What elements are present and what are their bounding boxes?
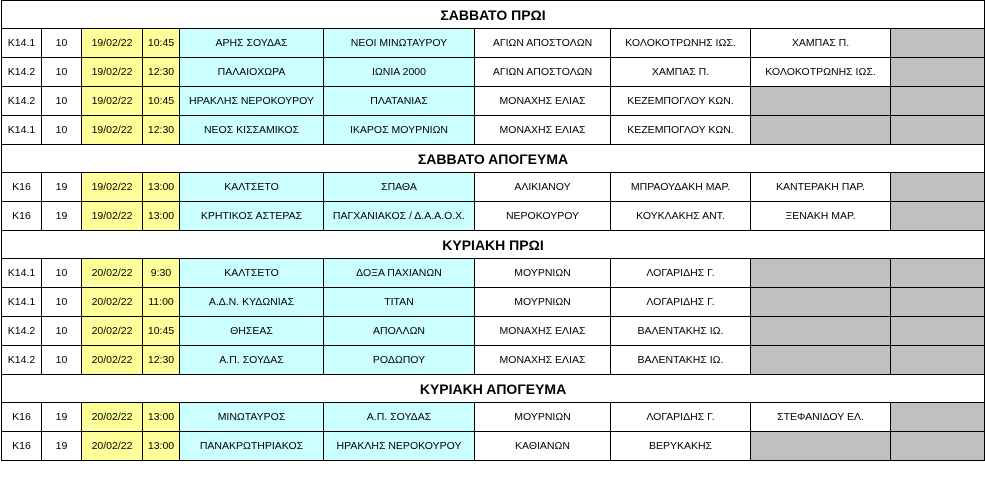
time-cell: 13:00 <box>143 403 180 432</box>
table-row <box>2 403 985 432</box>
home-team-cell: ΚΡΗΤΙΚΟΣ ΑΣΤΕΡΑΣ <box>180 202 324 231</box>
date-cell: 19/02/22 <box>82 29 143 58</box>
table-row <box>2 29 985 58</box>
away-team-cell: Α.Π. ΣΟΥΔΑΣ <box>324 403 475 432</box>
away-team-cell: ΡΟΔΩΠΟΥ <box>324 346 475 375</box>
venue-cell: ΜΟΥΡΝΙΩΝ <box>475 403 611 432</box>
referee-2-cell: ΚΑΝΤΕΡΑΚΗ ΠΑΡ. <box>751 173 891 202</box>
round-cell: 10 <box>42 346 82 375</box>
round-cell: 19 <box>42 432 82 461</box>
round-cell: 10 <box>42 317 82 346</box>
empty-cell <box>891 87 985 116</box>
empty-cell <box>891 116 985 145</box>
category-cell: K14.2 <box>2 346 42 375</box>
venue-cell: ΜΟΝΑΧΗΣ ΕΛΙΑΣ <box>475 317 611 346</box>
table-row <box>2 346 985 375</box>
venue-cell: ΜΟΝΑΧΗΣ ΕΛΙΑΣ <box>475 346 611 375</box>
empty-cell <box>891 432 985 461</box>
schedule-table <box>1 0 985 461</box>
away-team-cell: ΑΠΟΛΛΩΝ <box>324 317 475 346</box>
away-team-cell: ΤΙΤΑΝ <box>324 288 475 317</box>
venue-cell: ΑΓΙΩΝ ΑΠΟΣΤΟΛΩΝ <box>475 58 611 87</box>
empty-cell <box>891 288 985 317</box>
round-cell: 10 <box>42 87 82 116</box>
venue-cell: ΜΟΥΡΝΙΩΝ <box>475 259 611 288</box>
table-row <box>2 288 985 317</box>
referee-2-cell <box>751 346 891 375</box>
empty-cell <box>891 346 985 375</box>
date-cell: 20/02/22 <box>82 317 143 346</box>
round-cell: 10 <box>42 58 82 87</box>
date-cell: 19/02/22 <box>82 202 143 231</box>
referee-2-cell: ΧΑΜΠΑΣ Π. <box>751 29 891 58</box>
time-cell: 10:45 <box>143 317 180 346</box>
venue-cell: ΜΟΥΡΝΙΩΝ <box>475 288 611 317</box>
date-cell: 20/02/22 <box>82 432 143 461</box>
category-cell: K14.1 <box>2 259 42 288</box>
venue-cell: ΚΑΘΙΑΝΩΝ <box>475 432 611 461</box>
date-cell: 20/02/22 <box>82 259 143 288</box>
time-cell: 13:00 <box>143 432 180 461</box>
time-cell: 9:30 <box>143 259 180 288</box>
table-row <box>2 317 985 346</box>
home-team-cell: Α.Δ.Ν. ΚΥΔΩΝΙΑΣ <box>180 288 324 317</box>
round-cell: 10 <box>42 29 82 58</box>
referee-2-cell <box>751 317 891 346</box>
time-cell: 13:00 <box>143 202 180 231</box>
empty-cell <box>891 259 985 288</box>
away-team-cell: ΣΠΑΘΑ <box>324 173 475 202</box>
table-row <box>2 87 985 116</box>
home-team-cell: ΝΕΟΣ ΚΙΣΣΑΜΙΚΟΣ <box>180 116 324 145</box>
section-header-row <box>2 375 985 403</box>
table-row <box>2 202 985 231</box>
referee-2-cell: ΣΤΕΦΑΝΙΔΟΥ ΕΛ. <box>751 403 891 432</box>
referee-2-cell <box>751 87 891 116</box>
away-team-cell: ΙΩΝΙΑ 2000 <box>324 58 475 87</box>
empty-cell <box>891 29 985 58</box>
home-team-cell: ΠΑΝΑΚΡΩΤΗΡΙΑΚΟΣ <box>180 432 324 461</box>
category-cell: K14.2 <box>2 58 42 87</box>
time-cell: 10:45 <box>143 87 180 116</box>
section-title: ΣΑΒΒΑΤΟ ΠΡΩΙ <box>2 1 985 29</box>
venue-cell: ΜΟΝΑΧΗΣ ΕΛΙΑΣ <box>475 87 611 116</box>
empty-cell <box>891 317 985 346</box>
venue-cell: ΝΕΡΟΚΟΥΡΟΥ <box>475 202 611 231</box>
date-cell: 19/02/22 <box>82 87 143 116</box>
date-cell: 19/02/22 <box>82 58 143 87</box>
referee-1-cell: ΛΟΓΑΡΙΔΗΣ Γ. <box>611 288 751 317</box>
time-cell: 12:30 <box>143 116 180 145</box>
table-row <box>2 58 985 87</box>
date-cell: 19/02/22 <box>82 116 143 145</box>
home-team-cell: ΘΗΣΕΑΣ <box>180 317 324 346</box>
home-team-cell: ΜΙΝΩΤΑΥΡΟΣ <box>180 403 324 432</box>
time-cell: 12:30 <box>143 346 180 375</box>
away-team-cell: ΔΟΞΑ ΠΑΧΙΑΝΩΝ <box>324 259 475 288</box>
round-cell: 10 <box>42 288 82 317</box>
category-cell: K16 <box>2 403 42 432</box>
referee-2-cell: ΚΟΛΟΚΟΤΡΩΝΗΣ ΙΩΣ. <box>751 58 891 87</box>
date-cell: 19/02/22 <box>82 173 143 202</box>
category-cell: K16 <box>2 202 42 231</box>
referee-1-cell: ΚΕΖΕΜΠΟΓΛΟΥ ΚΩΝ. <box>611 116 751 145</box>
referee-1-cell: ΚΟΥΚΛΑΚΗΣ ΑΝΤ. <box>611 202 751 231</box>
empty-cell <box>891 58 985 87</box>
home-team-cell: ΠΑΛΑΙΟΧΩΡΑ <box>180 58 324 87</box>
away-team-cell: ΗΡΑΚΛΗΣ ΝΕΡΟΚΟΥΡΟΥ <box>324 432 475 461</box>
category-cell: K16 <box>2 173 42 202</box>
date-cell: 20/02/22 <box>82 288 143 317</box>
time-cell: 13:00 <box>143 173 180 202</box>
referee-1-cell: ΚΕΖΕΜΠΟΓΛΟΥ ΚΩΝ. <box>611 87 751 116</box>
referee-2-cell <box>751 259 891 288</box>
date-cell: 20/02/22 <box>82 346 143 375</box>
section-title: ΚΥΡΙΑΚΗ ΠΡΩΙ <box>2 231 985 259</box>
category-cell: K14.1 <box>2 29 42 58</box>
referee-1-cell: ΚΟΛΟΚΟΤΡΩΝΗΣ ΙΩΣ. <box>611 29 751 58</box>
time-cell: 11:00 <box>143 288 180 317</box>
venue-cell: ΜΟΝΑΧΗΣ ΕΛΙΑΣ <box>475 116 611 145</box>
referee-1-cell: ΒΑΛΕΝΤΑΚΗΣ ΙΩ. <box>611 317 751 346</box>
date-cell: 20/02/22 <box>82 403 143 432</box>
empty-cell <box>891 403 985 432</box>
table-row <box>2 432 985 461</box>
away-team-cell: ΠΛΑΤΑΝΙΑΣ <box>324 87 475 116</box>
referee-1-cell: ΛΟΓΑΡΙΔΗΣ Γ. <box>611 403 751 432</box>
home-team-cell: Α.Π. ΣΟΥΔΑΣ <box>180 346 324 375</box>
category-cell: K14.2 <box>2 317 42 346</box>
empty-cell <box>891 202 985 231</box>
time-cell: 12:30 <box>143 58 180 87</box>
category-cell: K14.1 <box>2 288 42 317</box>
round-cell: 19 <box>42 173 82 202</box>
home-team-cell: ΚΑΛΤΣΕΤΟ <box>180 173 324 202</box>
section-title: ΣΑΒΒΑΤΟ ΑΠΟΓΕΥΜΑ <box>2 145 985 173</box>
referee-2-cell <box>751 432 891 461</box>
time-cell: 10:45 <box>143 29 180 58</box>
referee-1-cell: ΛΟΓΑΡΙΔΗΣ Γ. <box>611 259 751 288</box>
away-team-cell: ΙΚΑΡΟΣ ΜΟΥΡΝΙΩΝ <box>324 116 475 145</box>
referee-2-cell: ΞΕΝΑΚΗ ΜΑΡ. <box>751 202 891 231</box>
away-team-cell: ΝΕΟΙ ΜΙΝΩΤΑΥΡΟΥ <box>324 29 475 58</box>
referee-1-cell: ΜΠΡΑΟΥΔΑΚΗ ΜΑΡ. <box>611 173 751 202</box>
home-team-cell: ΗΡΑΚΛΗΣ ΝΕΡΟΚΟΥΡΟΥ <box>180 87 324 116</box>
round-cell: 10 <box>42 116 82 145</box>
section-header-row <box>2 145 985 173</box>
empty-cell <box>891 173 985 202</box>
round-cell: 10 <box>42 259 82 288</box>
section-header-row <box>2 1 985 29</box>
home-team-cell: ΚΑΛΤΣΕΤΟ <box>180 259 324 288</box>
referee-2-cell <box>751 116 891 145</box>
section-title: ΚΥΡΙΑΚΗ ΑΠΟΓΕΥΜΑ <box>2 375 985 403</box>
round-cell: 19 <box>42 403 82 432</box>
venue-cell: ΑΓΙΩΝ ΑΠΟΣΤΟΛΩΝ <box>475 29 611 58</box>
home-team-cell: ΑΡΗΣ ΣΟΥΔΑΣ <box>180 29 324 58</box>
referee-1-cell: ΧΑΜΠΑΣ Π. <box>611 58 751 87</box>
referee-2-cell <box>751 288 891 317</box>
category-cell: K14.2 <box>2 87 42 116</box>
venue-cell: ΑΛΙΚΙΑΝΟΥ <box>475 173 611 202</box>
round-cell: 19 <box>42 202 82 231</box>
referee-1-cell: ΒΕΡΥΚΑΚΗΣ <box>611 432 751 461</box>
table-row <box>2 259 985 288</box>
away-team-cell: ΠΑΓΧΑΝΙΑΚΟΣ / Δ.Α.Α.Ο.Χ. <box>324 202 475 231</box>
section-header-row <box>2 231 985 259</box>
referee-1-cell: ΒΑΛΕΝΤΑΚΗΣ ΙΩ. <box>611 346 751 375</box>
table-row <box>2 116 985 145</box>
category-cell: K16 <box>2 432 42 461</box>
category-cell: K14.1 <box>2 116 42 145</box>
table-row <box>2 173 985 202</box>
